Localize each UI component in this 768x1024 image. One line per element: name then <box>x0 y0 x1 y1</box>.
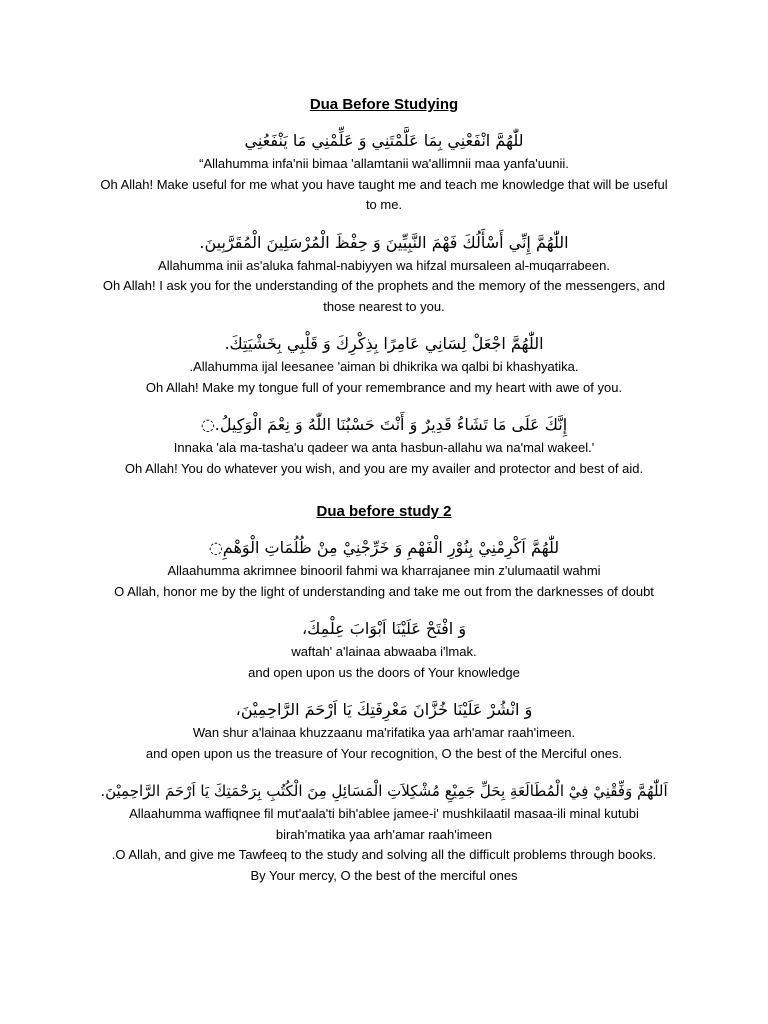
dua-translation: O Allah, honor me by the light of understanding and take me out from the darknesses of doubt <box>114 583 654 599</box>
dua-arabic: إِنَّكَ عَلَى مَا تَشَاءُ قَدِيرٌ وَ أَنْتَ حَسْبُنَا اللّٰهُ وَ نِعْمَ الْوَكِيلُ.◌ <box>200 415 568 434</box>
dua-arabic: للّٰهُمَّ اَكْرِمْنِيْ بِنُوْرِ الْفَهْمِ وَ خَرِّجْنِيْ مِنْ ظُلُمَاتِ الْوَهْمِ◌ <box>208 538 560 557</box>
dua-translation: and open upon us the doors of Your knowledge <box>248 664 520 680</box>
dua-translation: .O Allah, and give me Tawfeeq to the study and solving all the difficult problems through books. <box>111 847 657 862</box>
section-title: Dua before study 2 <box>316 503 452 520</box>
section-title: Dua Before Studying <box>309 96 459 113</box>
dua-arabic: اللّٰهُمَّ إِنِّي أَسْأَلُكَ فَهْمَ النَّبِيِّينَ وَ حِفْظَ الْمُرْسَلِينَ الْمُقَرَّبِينَ. <box>199 232 569 252</box>
dua-block <box>0 697 768 764</box>
dua-block <box>0 616 768 683</box>
dua-block <box>0 230 768 318</box>
dua-translation: Oh Allah! I ask you for the understanding of the prophets and the memory of the messengers, and those nearest to you. <box>102 278 666 314</box>
dua-translation: By Your mercy, O the best of the merciful ones <box>250 867 518 883</box>
dua-translation: and open upon us the treasure of Your recognition, O the best of the Merciful ones. <box>145 745 623 761</box>
dua-arabic: اللّٰهُمَّ اجْعَلْ لِسَانِي عَامِرًا بِذِكْرِكَ وَ قَلْبِي بِخَشْيَتِكَ. <box>224 334 544 353</box>
dua-transliteration: Allahumma inii as'aluka fahmal-nabiyyen wa hifzal mursaleen al-muqarrabeen. <box>158 257 610 273</box>
section-dua-before-study-2 <box>0 501 768 886</box>
dua-block <box>0 778 768 886</box>
dua-translation: Oh Allah! Make useful for me what you have taught me and teach me knowledge that will be useful to me. <box>100 176 668 212</box>
dua-arabic: وَ افْتَحْ عَلَيْنَا اَبْوَابَ عِلْمِكَ، <box>301 619 467 638</box>
section-dua-before-studying <box>0 94 768 479</box>
dua-transliteration: “Allahumma infa'nii bimaa 'allamtanii wa'allimnii maa yanfa'uunii. <box>199 156 569 171</box>
dua-transliteration: Allaahumma waffiqnee fil mut'aala'ti bih'ablee jamee-i' mushkilaatil masaa-ili minal kutubi birah'matika yaa arh'amar raah'imeen <box>129 806 639 842</box>
dua-block <box>0 412 768 479</box>
dua-block <box>0 128 768 216</box>
dua-translation: Oh Allah! Make my tongue full of your remembrance and my heart with awe of you. <box>145 379 623 395</box>
dua-transliteration: Innaka 'ala ma-tasha'u qadeer wa anta hasbun-allahu wa na'mal wakeel.' <box>173 440 595 455</box>
dua-block <box>0 535 768 602</box>
dua-arabic: وَ انْشُرْ عَلَيْنَا خُزَّانَ مَعْرِفَتِكَ يَا اَرْحَمَ الرَّاحِمِيْنَ، <box>235 700 533 719</box>
dua-transliteration: waftah' a'lainaa abwaaba i'lmak. <box>291 644 477 659</box>
dua-arabic: اَللّٰهُمَّ وَفِّقْنِيْ فِيْ الْمُطَالَعَةِ بِحَلِّ جَمِيْعِ مُشْكِلاَتِ الْمَسَائِلِ مِنَ الْكُتُبِ بِرَحْمَتِكَ يَا اَرْحَمَ الرَّاحِمِيْنَ. <box>100 782 668 800</box>
dua-block <box>0 331 768 398</box>
dua-arabic: للّٰهُمَّ انْفَعْنِي بِمَا عَلَّمْتَنِي وَ عَلِّمْنِي مَا يَنْفَعُنِي <box>244 131 524 150</box>
dua-translation: Oh Allah! You do whatever you wish, and you are my availer and protector and best of aid. <box>124 460 644 476</box>
dua-transliteration: Allaahumma akrimnee binooril fahmi wa kharrajanee min z'ulumaatil wahmi <box>167 563 601 578</box>
dua-transliteration: .Allahumma ijal leesanee 'aiman bi dhikrika wa qalbi bi khashyatika. <box>189 359 579 374</box>
dua-transliteration: Wan shur a'lainaa khuzzaanu ma'rifatika yaa arh'amar raah'imeen. <box>192 725 576 740</box>
